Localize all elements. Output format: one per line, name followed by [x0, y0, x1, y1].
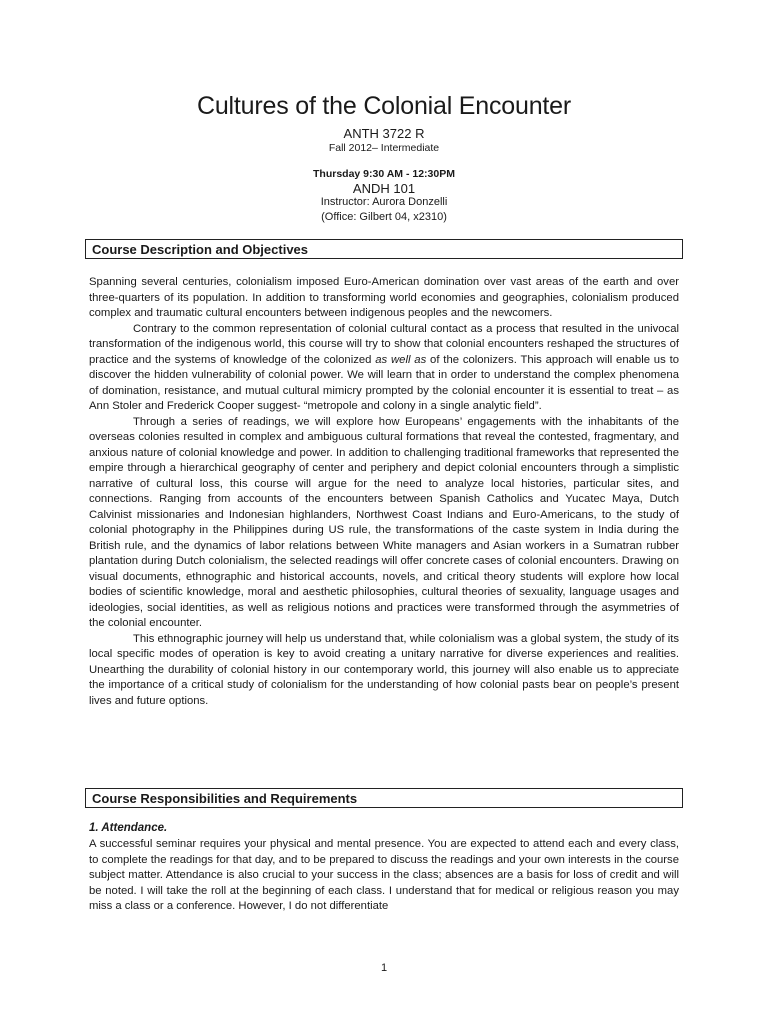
attendance-text [89, 837, 679, 915]
course-term: Fall 2012– Intermediate [328, 142, 440, 154]
description-paragraph: Through a series of readings, we will explore how Europeans’ engagements with the inhabitants of the overseas colonies resulted in complex and ambiguous cultural formations that reveal the contested, fragmentary, and anxious nature of colonial knowledge and power. In addition to challenging traditional frameworks that represented the empire through a hierarchical geography of center and periphery and depict colonial encounters through a simplistic narrative of cultural loss, this course will argue for the need to analyze local histories, particular sites, and connections. Ranging from accounts of the encounters between Spanish Catholics and Yucatec Maya, Dutch Calvinist missionaries and Indonesian highlanders, Northwest Coast Indians and Euro-Americans, to the study of colonial photography in the Philippines during US rule, the transformations of the caste system in India during the British rule, and the dynamics of labor relations between White managers and Asian workers in a Sumatran rubber plantation during Dutch colonialism, the selected readings will offer concrete cases of colonial encounters. Drawing on visual documents, ethnographic and historical accounts, novels, and critical theory students will explore how local bodies of scientific knowledge, moral and aesthetic philosophies, cultural theories of sexuality, language usages and ideologies, social identities, as well as religious notions and practices were transformed through the asymmetries of the colonial encounter. [89, 415, 679, 629]
course-code: ANTH 3722 R [343, 126, 425, 141]
text-run: Contrary to the common representation of colonial cultural contact as a process that resulted in the univocal transformation of the indigenous world, this course will try to show that colonial encounters reshaped the structures of practice and the systems of knowledge of the colonized [89, 322, 679, 366]
office-info: (Office: Gilbert 04, x2310) [321, 211, 447, 223]
attendance-paragraph: A successful seminar requires your physical and mental presence. You are expected to attend each and every class, to complete the readings for that day, and to be prepared to discuss the readings and your own interests in the course subject matter. Attendance is also crucial to your success in the class; absences are a basis for loss of credit and will be noted. I will take the roll at the beginning of each class. I understand that for medical or religious reason you may miss a class or a conference. However, I do not differentiate [89, 838, 679, 912]
description-paragraph: This ethnographic journey will help us understand that, while colonialism was a global system, the study of its local specific modes of operation is key to avoid creating a unitary narrative for diverse experiences and realities. Unearthing the durability of colonial history in our contemporary world, this journey will also enable us to appreciate the importance of a critical study of colonialism for the understanding of how colonial pasts bear on people’s present lives and future options. [89, 632, 679, 707]
description-paragraph: Spanning several centuries, colonialism imposed Euro-American domination over vast areas of the earth and over three-quarters of its population. In addition to transforming world economies and geographies, colonialism produced complex and traumatic cultural encounters between indigenous peoples and the newcomers. [89, 276, 679, 319]
instructor: Instructor: Aurora Donzelli [320, 196, 448, 208]
course-description [89, 275, 679, 709]
class-room: ANDH 101 [352, 181, 416, 196]
class-time: Thursday 9:30 AM - 12:30PM [313, 168, 455, 180]
section-heading-label: Course Description and Objectives [92, 242, 309, 257]
section-heading-responsibilities [85, 788, 683, 808]
section-heading-label: Course Responsibilities and Requirements [92, 791, 358, 806]
text-run: of the colonizers. This approach will enable us to discover the hidden vulnerability of colonial power. We will learn that in order to understand the complex phenomena of domination, resistance, and mutual cultural mimicry prompted by the colonial encounter it is essential to treat – as Ann Stoler and Frederick Cooper suggest- “metropole and colony in a single analytic field”. [89, 353, 679, 412]
attendance-heading: 1. Attendance. [89, 822, 168, 834]
section-heading-description [85, 239, 683, 259]
page-number: 1 [380, 962, 388, 974]
description-paragraph [89, 322, 679, 415]
emphasis-text: as well as [375, 353, 427, 366]
page-title: Cultures of the Colonial Encounter [197, 92, 571, 120]
